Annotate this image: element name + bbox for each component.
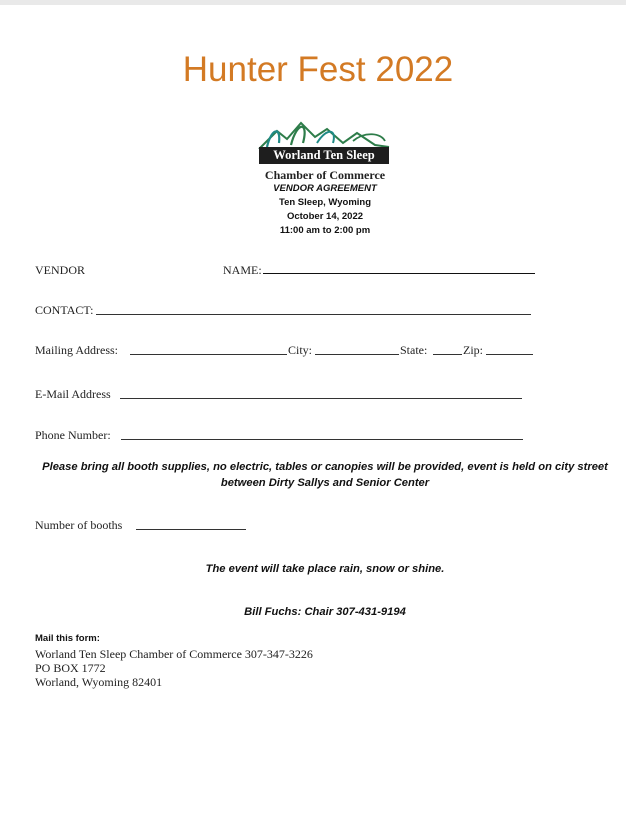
contact-field[interactable] <box>96 314 531 315</box>
logo-name: Worland Ten Sleep <box>259 147 389 164</box>
mail-address-line: Worland Ten Sleep Chamber of Commerce 307-347-3226 <box>35 647 313 661</box>
chair-contact: Bill Fuchs: Chair 307-431-9194 <box>244 606 406 618</box>
agreement-heading: VENDOR AGREEMENT <box>273 183 377 194</box>
zip-field[interactable] <box>486 354 533 355</box>
mail-form-heading: Mail this form: <box>35 633 100 644</box>
booths-label: Number of booths <box>35 518 123 532</box>
vendor-label: VENDOR <box>35 263 85 277</box>
event-location: Ten Sleep, Wyoming <box>278 197 372 208</box>
state-label: State: <box>400 343 428 357</box>
mailing-address-field[interactable] <box>130 354 287 355</box>
mail-address-line: PO BOX 1772 <box>35 661 106 675</box>
weather-note: The event will take place rain, snow or shine. <box>205 563 445 575</box>
booths-field[interactable] <box>136 529 246 530</box>
state-field[interactable] <box>433 354 462 355</box>
page-title: Hunter Fest 2022 <box>182 50 454 89</box>
phone-field[interactable] <box>121 439 523 440</box>
organization-name: Chamber of Commerce <box>264 168 386 182</box>
mail-address-line: Worland, Wyoming 82401 <box>35 675 163 689</box>
name-label: NAME: <box>223 263 262 277</box>
event-date: October 14, 2022 <box>286 211 364 222</box>
supplies-notice: Please bring all booth supplies, no electric, tables or canopies will be provided, event is held on city street between Dirty Sallys and Senior Center <box>42 461 608 489</box>
contact-label: CONTACT: <box>35 303 94 317</box>
email-field[interactable] <box>120 398 522 399</box>
mailing-address-label: Mailing Address: <box>35 343 118 357</box>
top-border <box>0 0 626 5</box>
phone-label: Phone Number: <box>35 428 111 442</box>
city-label: City: <box>288 343 313 357</box>
name-field[interactable] <box>263 273 535 274</box>
city-field[interactable] <box>315 354 399 355</box>
email-label: E-Mail Address <box>35 387 111 401</box>
zip-label: Zip: <box>463 343 483 357</box>
event-time: 11:00 am to 2:00 pm <box>279 225 371 236</box>
